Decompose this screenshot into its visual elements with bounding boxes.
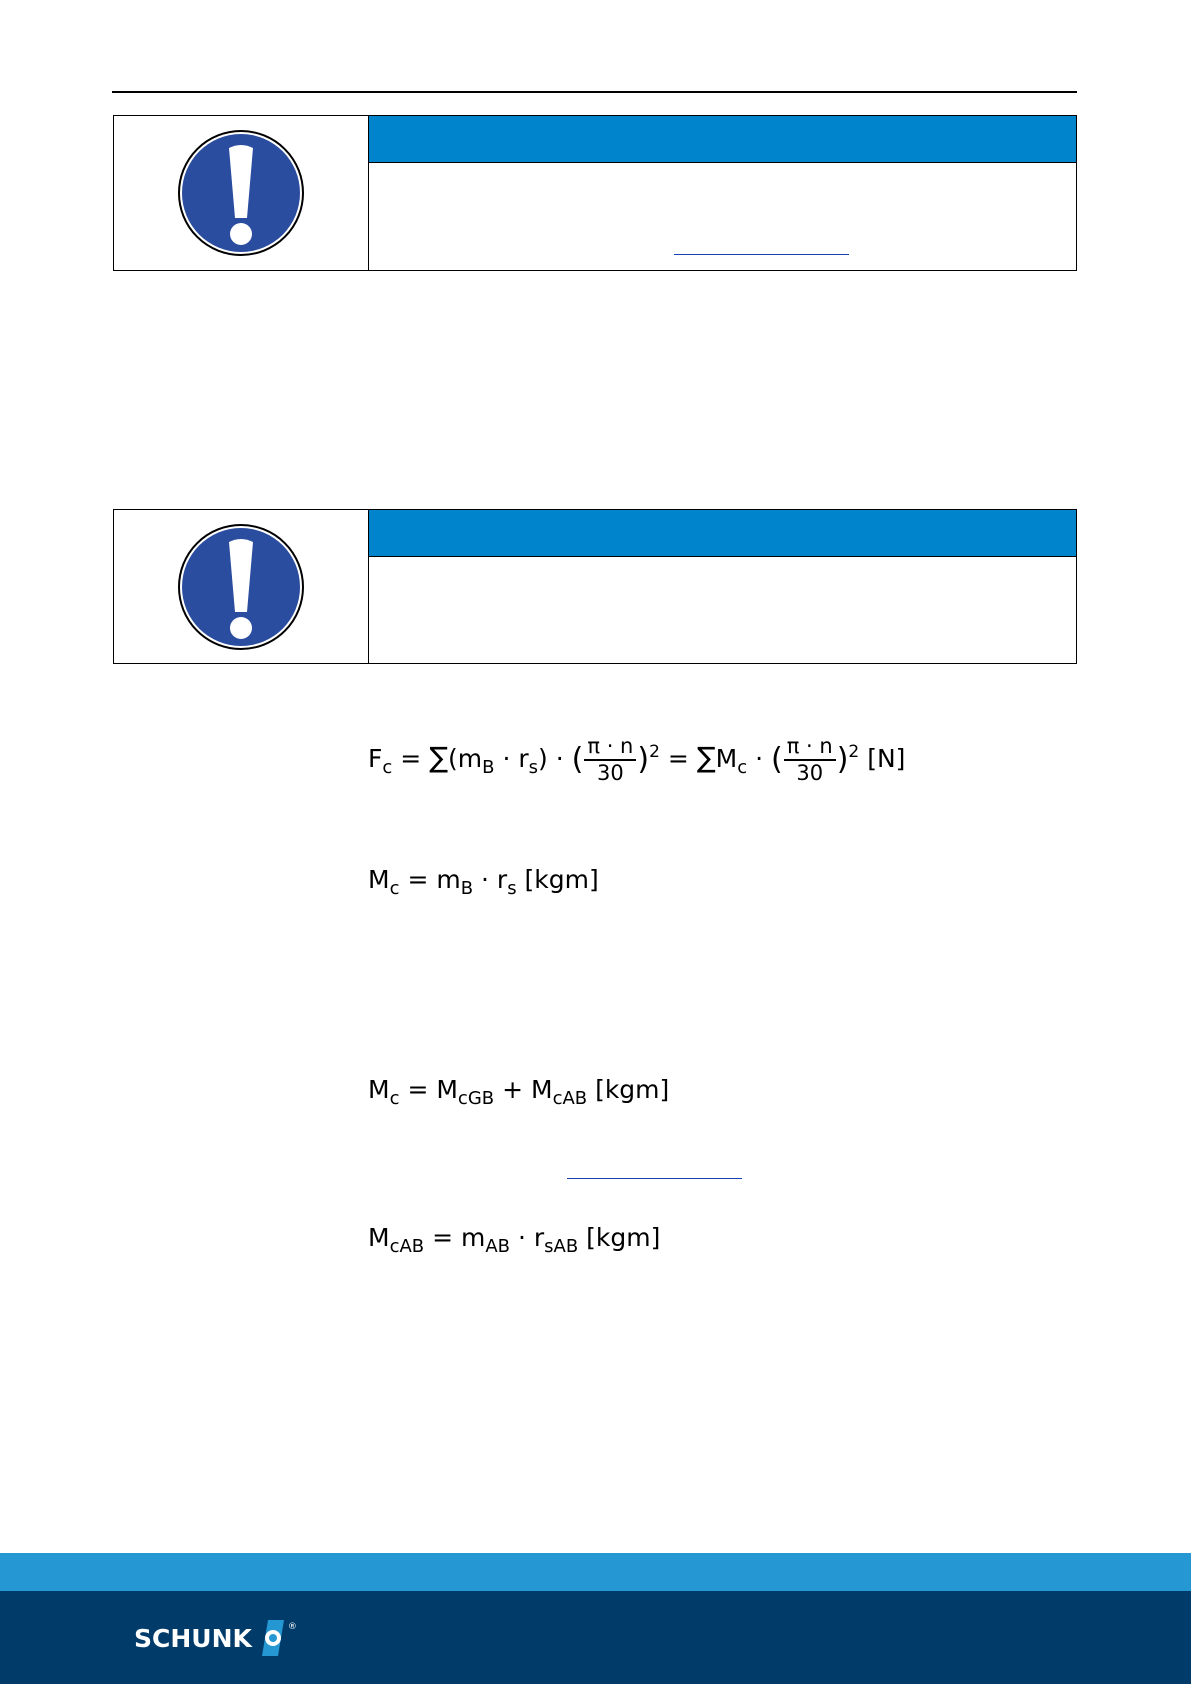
footer-accent-band xyxy=(0,1553,1191,1591)
formula-symbol: F xyxy=(368,744,383,773)
fraction-denominator: 30 xyxy=(796,761,824,785)
formula-unit: [kgm] xyxy=(586,1223,661,1252)
formula-operator: + xyxy=(502,1075,524,1104)
notice-body xyxy=(369,557,1076,663)
formula-subscript: c xyxy=(389,878,400,899)
formula-symbol: M xyxy=(436,1075,458,1104)
formula-fraction xyxy=(784,736,836,784)
notice-box xyxy=(113,509,1077,664)
formula-symbol: M xyxy=(368,1075,390,1104)
formula-subscript: sAB xyxy=(544,1236,579,1257)
notice-header-bar xyxy=(369,116,1076,163)
formula-unit: [kgm] xyxy=(595,1075,670,1104)
formula-sum: ∑ xyxy=(429,741,449,774)
formula-operator: · xyxy=(481,865,489,894)
formula-paren: ( xyxy=(771,742,783,777)
formula-symbol: M xyxy=(530,1075,553,1104)
formula-paren: ( xyxy=(571,742,584,777)
formula-symbol: m xyxy=(457,744,483,773)
notice-content xyxy=(369,510,1076,663)
exclamation-icon xyxy=(176,522,306,652)
formula-operator: · xyxy=(555,744,564,773)
formula-centrifugal-force xyxy=(368,736,905,784)
formula-operator: = xyxy=(407,865,429,894)
formula-operator: = xyxy=(667,744,689,773)
formula-symbol: r xyxy=(518,744,529,773)
notice-content xyxy=(369,116,1076,270)
formula-subscript: c xyxy=(389,1088,400,1109)
formula-paren: ) xyxy=(836,742,849,777)
notice-box xyxy=(113,115,1077,271)
formula-operator: = xyxy=(432,1223,454,1252)
formula-unit: [kgm] xyxy=(524,865,599,894)
formula-symbol: M xyxy=(715,744,738,773)
formula-attachment-moment xyxy=(368,1223,660,1257)
logo-wordmark: SCHUNK xyxy=(134,1623,252,1653)
formula-symbol: r xyxy=(533,1223,545,1252)
formula-fraction xyxy=(584,736,636,784)
formula-operator: = xyxy=(400,744,422,773)
formula-subscript: cAB xyxy=(389,1236,425,1257)
formula-subscript: B xyxy=(460,878,474,899)
notice-icon-cell xyxy=(114,510,369,663)
formula-subscript: c xyxy=(382,757,393,778)
formula-paren: ( xyxy=(448,744,458,773)
formula-operator: · xyxy=(502,744,511,773)
formula-paren: ) xyxy=(637,742,650,777)
formula-subscript: s xyxy=(528,757,539,778)
fraction-numerator: π · n xyxy=(584,736,636,761)
formula-moment xyxy=(368,865,599,899)
formula-subscript: B xyxy=(482,757,495,778)
header-rule xyxy=(112,91,1077,93)
formula-symbol: m xyxy=(461,1223,486,1252)
hyperlink-underline[interactable] xyxy=(674,254,849,255)
formula-sum: ∑ xyxy=(696,741,716,774)
formula-subscript: AB xyxy=(485,1236,511,1257)
formula-symbol: m xyxy=(436,865,461,894)
formula-subscript: cGB xyxy=(457,1088,495,1109)
logo-emblem-icon xyxy=(254,1616,288,1660)
formula-exponent: 2 xyxy=(848,742,860,762)
fraction-numerator: π · n xyxy=(784,736,836,761)
notice-header-bar xyxy=(369,510,1076,557)
formula-total-moment xyxy=(368,1075,669,1109)
formula-subscript: s xyxy=(507,878,517,899)
formula-paren: ) xyxy=(538,744,548,773)
notice-icon-cell xyxy=(114,116,369,270)
formula-operator: · xyxy=(517,1223,526,1252)
formula-operator: · xyxy=(755,744,764,773)
exclamation-icon xyxy=(176,128,306,258)
formula-subscript: cAB xyxy=(552,1088,588,1109)
registered-mark: ® xyxy=(287,1622,297,1632)
schunk-logo xyxy=(134,1616,297,1660)
formula-operator: = xyxy=(407,1075,429,1104)
notice-body xyxy=(369,163,1076,270)
hyperlink-underline[interactable] xyxy=(567,1178,742,1179)
fraction-denominator: 30 xyxy=(597,761,624,785)
formula-subscript: c xyxy=(737,757,748,778)
formula-exponent: 2 xyxy=(649,742,660,762)
formula-symbol: r xyxy=(496,865,508,894)
formula-unit: [N] xyxy=(867,744,906,773)
formula-symbol: M xyxy=(368,865,390,894)
formula-symbol: M xyxy=(368,1223,390,1252)
